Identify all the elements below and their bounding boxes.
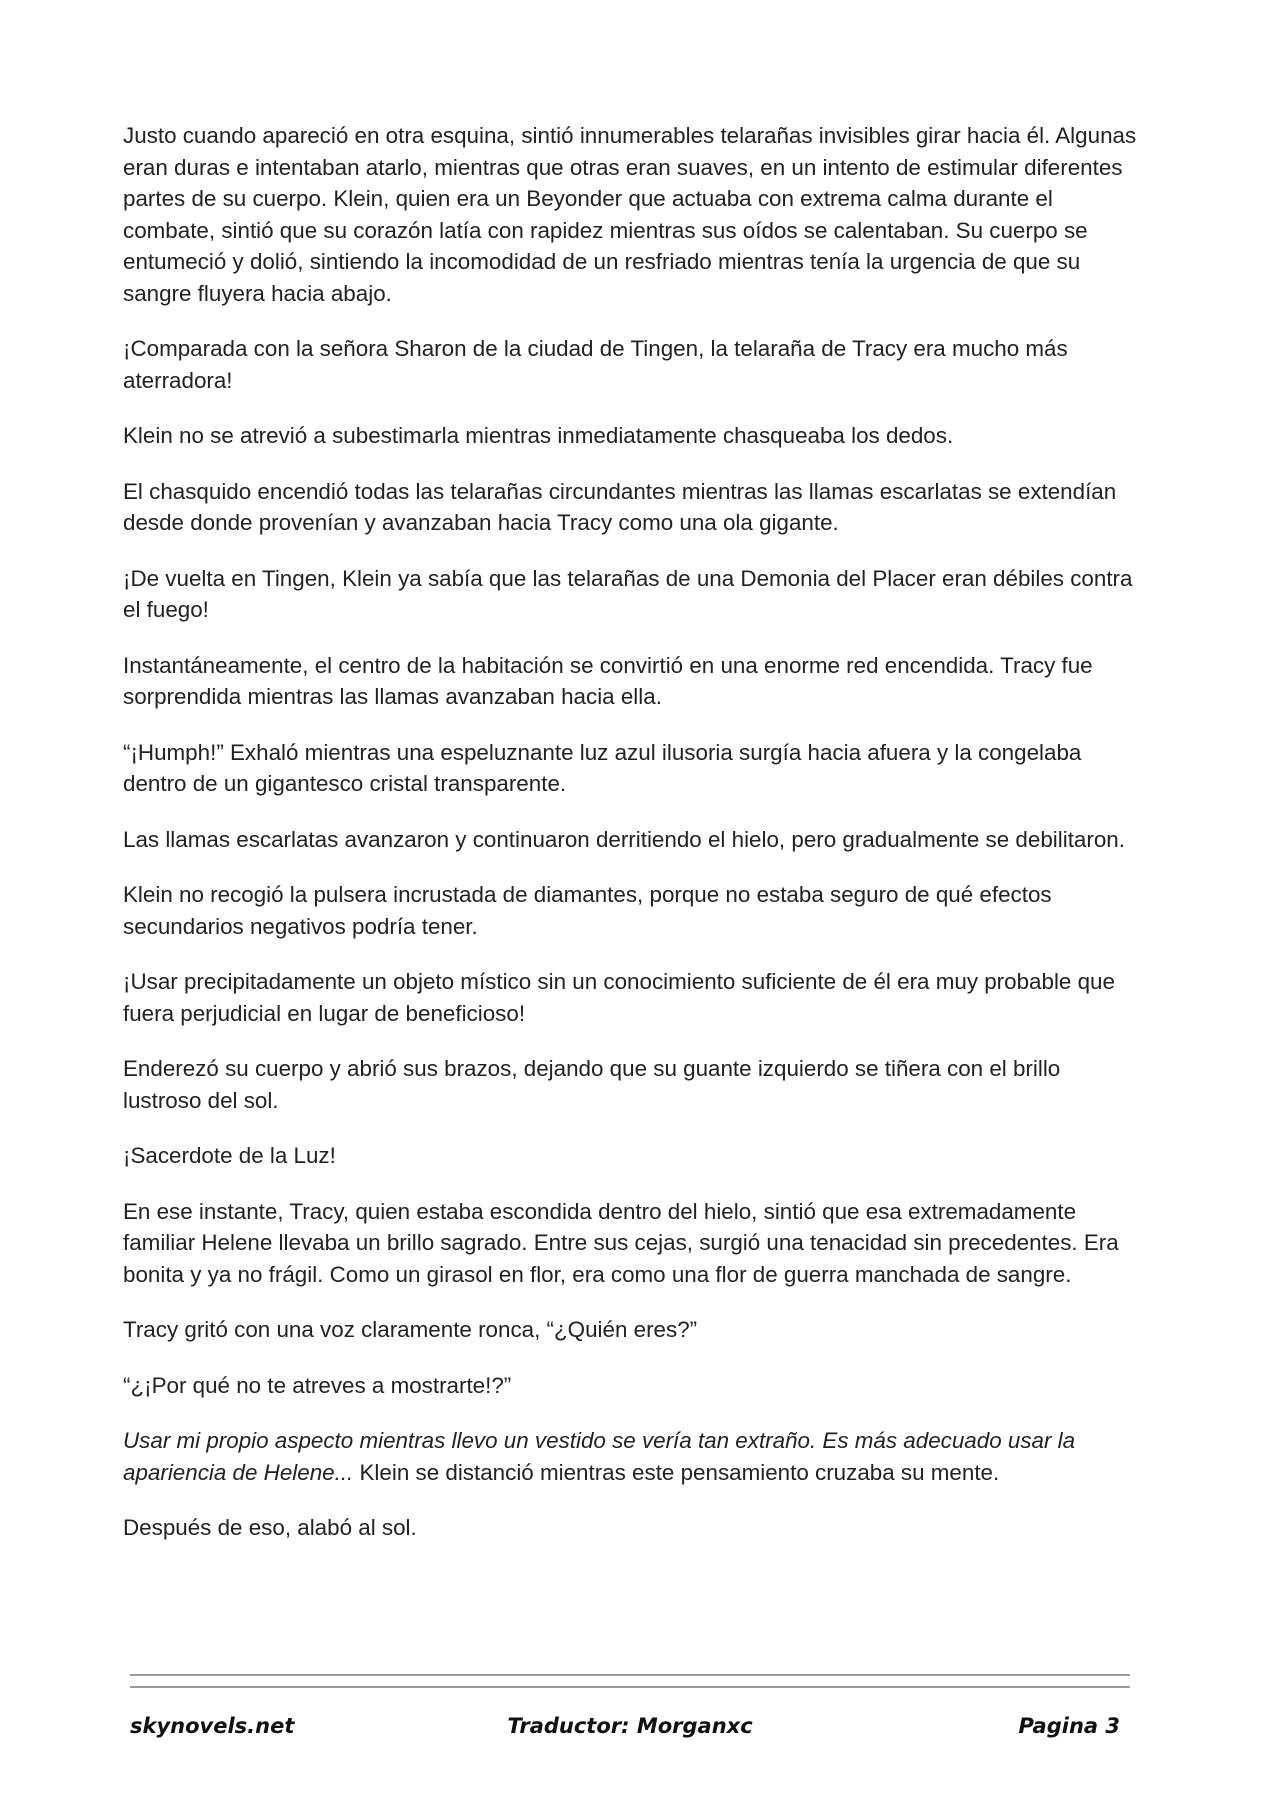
paragraph: En ese instante, Tracy, quien estaba escondida dentro del hielo, sintió que esa extremadamente familiar Helene llevaba un brillo sagrado. Entre sus cejas, surgió una tenacidad sin precedentes. Era bonita y ya no frágil. Como un girasol en flor, era como una flor de guerra manchada de sangre. (123, 1198, 1119, 1287)
paragraph (123, 1425, 1143, 1488)
footer-site: skynovels.net (130, 1714, 295, 1738)
footer-translator: Traductor: Morganxc (507, 1714, 753, 1738)
paragraph: Klein no recogió la pulsera incrustada de diamantes, porque no estaba seguro de qué efectos secundarios negativos podría tener. (123, 882, 1052, 939)
paragraph: ¡Usar precipitadamente un objeto místico sin un conocimiento suficiente de él era muy probable que fuera perjudicial en lugar de beneficioso! (123, 969, 1115, 1026)
paragraph: Después de eso, alabó al sol. (123, 1515, 417, 1540)
paragraph: Tracy gritó con una voz claramente ronca, “¿Quién eres?” (123, 1317, 698, 1342)
paragraph: “¿¡Por qué no te atreves a mostrarte!?” (123, 1372, 512, 1398)
body-text (123, 120, 1143, 1568)
footer-divider (130, 1686, 1130, 1688)
paragraph: Enderezó su cuerpo y abrió sus brazos, dejando que su guante izquierdo se tiñera con el brillo lustroso del sol. (123, 1056, 1061, 1113)
footer-divider (130, 1674, 1130, 1676)
paragraph: El chasquido encendió todas las telarañas circundantes mientras las llamas escarlatas se extendían desde donde provenían y avanzaban hacia Tracy como una ola gigante. (123, 478, 1117, 535)
paragraph-text: Klein se distanció mientras este pensamiento cruzaba su mente. (353, 1459, 1000, 1485)
paragraph: Las llamas escarlatas avanzaron y continuaron derritiendo el hielo, pero gradualmente se debilitaron. (123, 826, 1125, 852)
paragraph: Justo cuando apareció en otra esquina, sintió innumerables telarañas invisibles girar hacia él. Algunas eran duras e intentaban atarlo, mientras que otras eran suaves, en un intento de estimular diferentes partes de su cuerpo. Klein, quien era un Beyonder que actuaba con extrema calma durante el combate, sintió que su corazón latía con rapidez mientras sus oídos se calentaban. Su cuerpo se entumeció y dolió, sintiendo la incomodidad de un resfriado mientras tenía la urgencia de que su sangre fluyera hacia abajo. (123, 123, 1137, 306)
paragraph: ¡Sacerdote de la Luz! (123, 1143, 336, 1168)
paragraph: ¡Comparada con la señora Sharon de la ciudad de Tingen, la telaraña de Tracy era mucho más aterradora! (123, 336, 1068, 393)
paragraph: “¡Humph!” Exhaló mientras una espeluznante luz azul ilusoria surgía hacia afuera y la congelaba dentro de un gigantesco cristal transparente. (123, 739, 1082, 796)
footer-page-number: Pagina 3 (1018, 1714, 1120, 1738)
page-footer (130, 1714, 1130, 1750)
italic-thought: Usar mi propio aspecto mientras llevo un vestido se vería tan extraño. Es más adecuado usar la apariencia de Helene... (123, 1428, 1076, 1485)
paragraph: ¡De vuelta en Tingen, Klein ya sabía que las telarañas de una Demonia del Placer eran débiles contra el fuego! (123, 565, 1133, 622)
paragraph: Klein no se atrevió a subestimarla mientras inmediatamente chasqueaba los dedos. (123, 423, 954, 448)
paragraph: Instantáneamente, el centro de la habitación se convirtió en una enorme red encendida. Tracy fue sorprendida mientras las llamas avanzaban hacia ella. (123, 652, 1093, 709)
